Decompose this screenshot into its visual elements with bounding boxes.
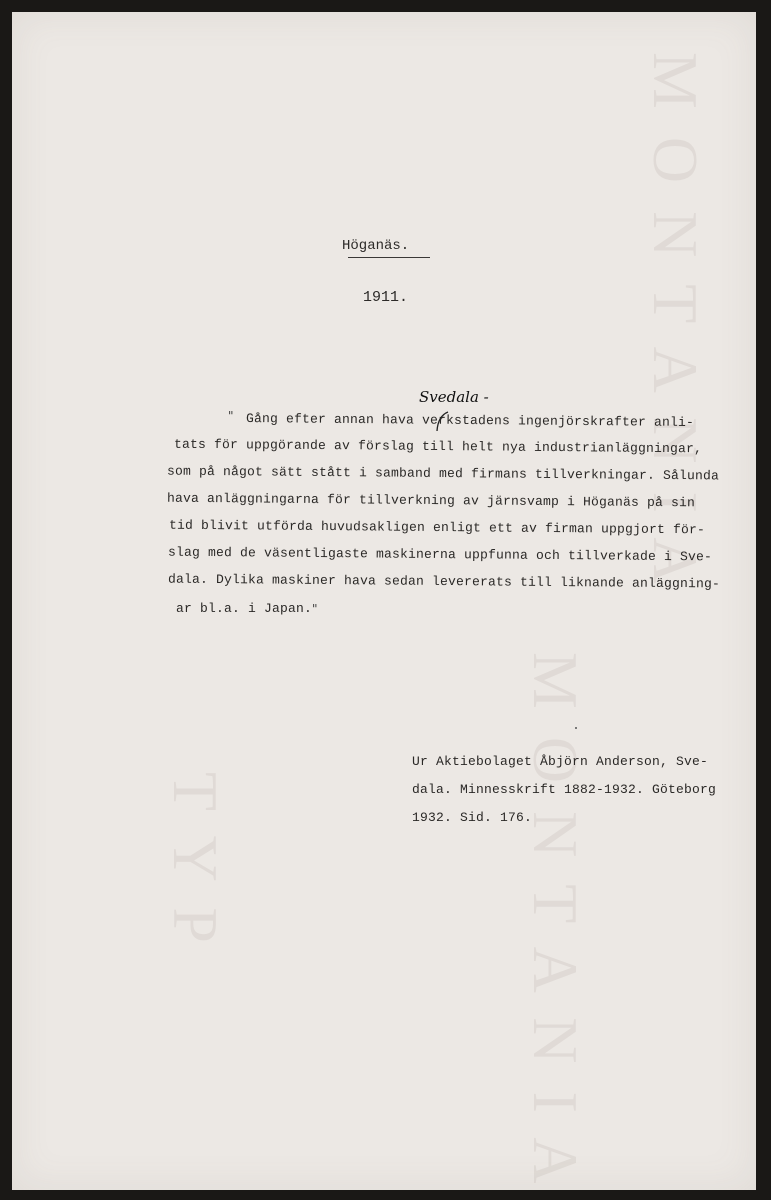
document-page — [12, 12, 756, 1190]
source-line: 1932. Sid. 176. — [412, 810, 533, 825]
body-line: tid blivit utförda huvudsakligen enligt ett av firman uppgjort för- — [168, 517, 706, 538]
source-line: Ur Aktiebolaget Åbjörn Anderson, Sve- — [412, 754, 709, 769]
body-line: Gång efter annan hava verkstadens ingenjörskrafter anli- — [245, 411, 695, 430]
source-line: dala. Minnesskrift 1882-1932. Göteborg — [412, 782, 717, 797]
body-line: tats för uppgörande av förslag till helt nya industrianläggningar, — [173, 436, 703, 457]
body-line: som på något sätt stått i samband med firmans tillverkningar. Sålunda — [166, 463, 720, 484]
document-year: 1911. — [363, 289, 409, 306]
closing-quote-mark: " — [312, 602, 318, 616]
opening-quote-mark: " — [228, 409, 234, 423]
ink-speck — [575, 727, 577, 729]
handwritten-insertion: Svedala - — [419, 388, 489, 406]
show-through-text-1: M O N T A N I A — [640, 52, 711, 590]
title-underline — [348, 257, 430, 258]
show-through-text-2: M O N T A N I A — [520, 652, 591, 1190]
body-line: slag med de väsentligaste maskinerna uppfunna och tillverkade i Sve- — [167, 544, 713, 565]
body-line: dala. Dylika maskiner hava sedan levererats till liknande anläggning- — [167, 571, 721, 592]
body-line: hava anläggningarna för tillverkning av järnsvamp i Höganäs på sin — [166, 490, 696, 511]
show-through-text-3: T Y P — [160, 772, 231, 949]
document-title: Höganäs. — [342, 238, 410, 254]
body-line: ar bl.a. i Japan. — [176, 601, 313, 616]
